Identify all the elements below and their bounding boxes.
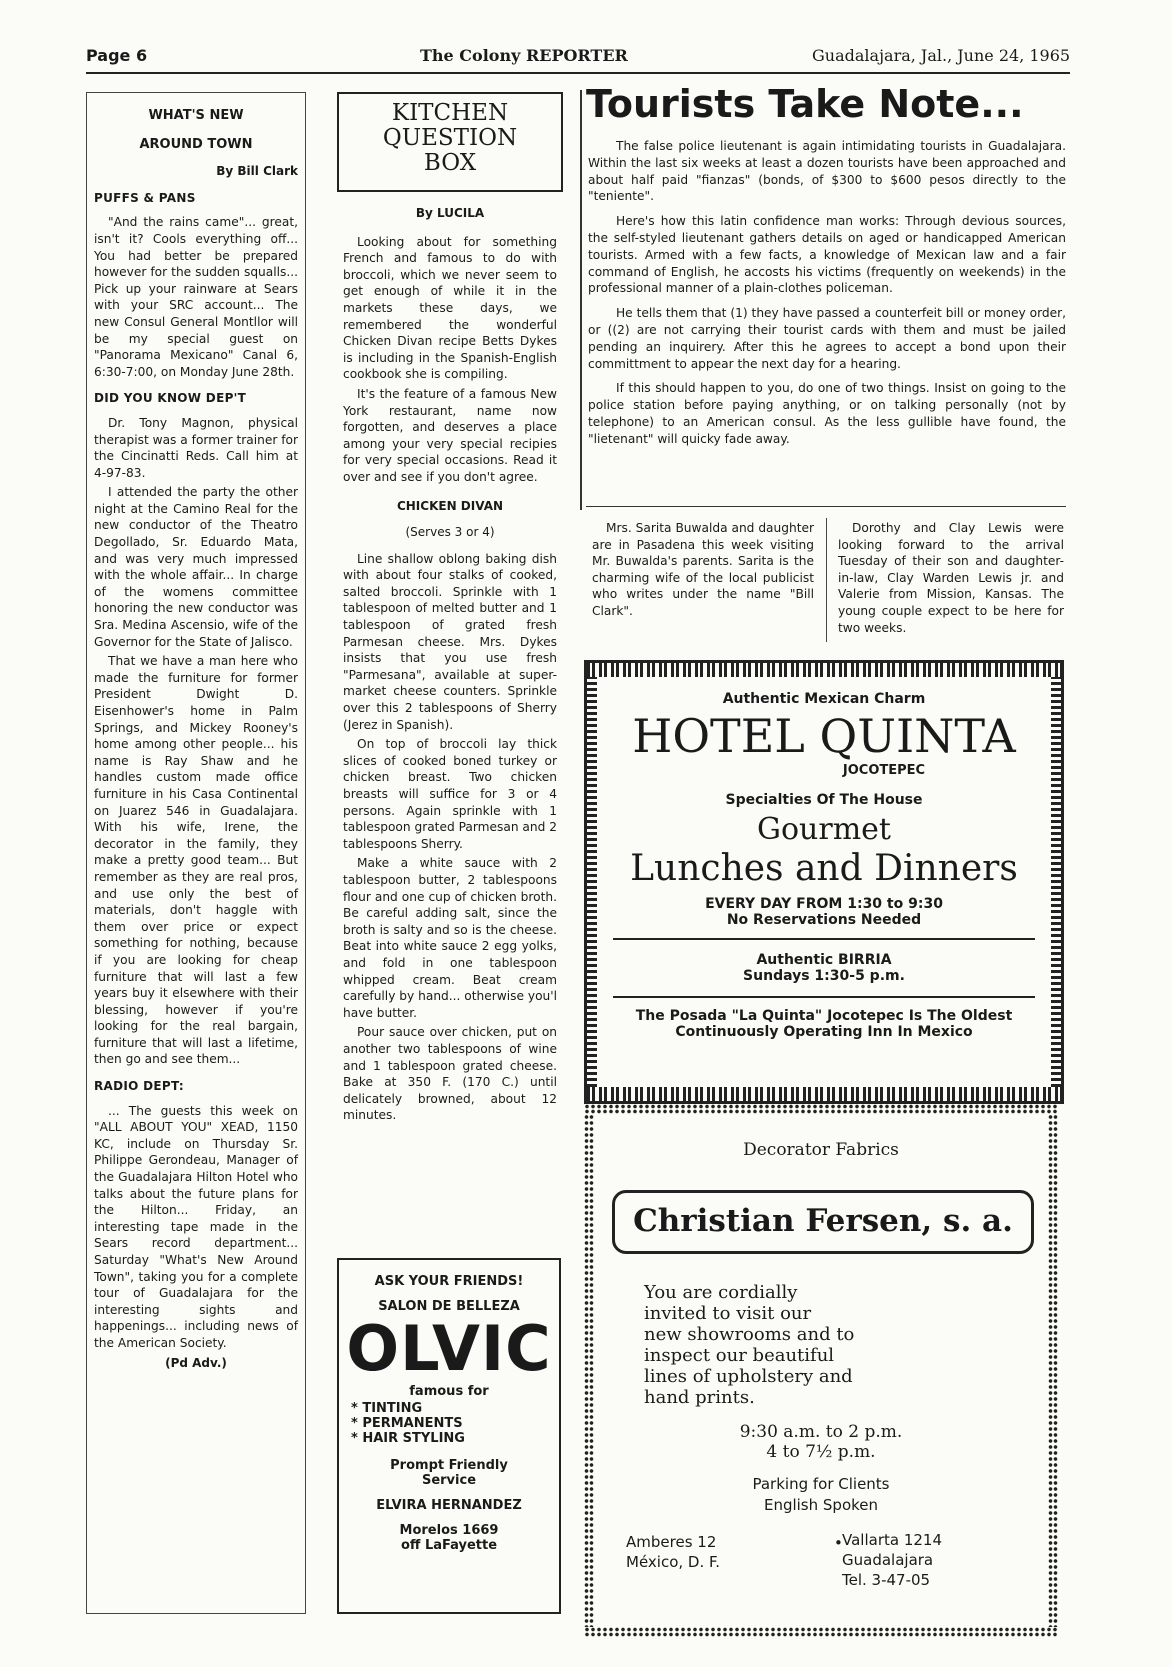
ad-line: off LaFayette: [400, 1538, 498, 1553]
ad-line: Parking for Clients: [752, 1475, 890, 1493]
service-item: * HAIR STYLING: [351, 1431, 465, 1446]
ad-line: JOCOTEPEC: [842, 763, 926, 778]
invitation: [644, 1282, 854, 1408]
hours: [584, 1422, 1058, 1462]
column-title-line1: WHAT'S NEW: [148, 108, 244, 123]
ad-line: famous for: [409, 1384, 489, 1399]
whats-new-column: [94, 108, 298, 1371]
byline: By Bill Clark: [216, 164, 298, 179]
paragraph: Line shallow oblong baking dish with about four stalks of cooked, salted broccoli. Sprinkle with 1 tablespoon of melted butter and 1 tablespoon of grated fresh Parmesan cheese. Mrs. Dykes insists that you use fresh "Parmesana", available at super-market cheese counters. Sprinkle over this 2 tablespoons of Sherry (Jerez in Spanish).: [343, 551, 557, 732]
box-title-line3: BOX: [423, 150, 477, 176]
fersen-name-frame: [612, 1190, 1034, 1254]
christian-fersen-ad: [584, 1104, 1058, 1637]
ad-rule: [613, 938, 1035, 940]
ad-line: English Spoken: [763, 1496, 879, 1514]
ornament-border: [1051, 677, 1061, 1087]
ad-line: Guadalajara: [842, 1551, 934, 1569]
paragraph: That we have a man here who made the furniture for former President Dwight D. Eisenhower's home in Palm Springs, and Mickey Rooney's home among other people... his name is Ray Shaw and he handles custom made office furniture in his Casa Continental on Juarez 546 in Guadalajara. With his wife, Irene, the decorator in the family, they make a pretty good team... But remember as they are real pros, and use only the best of materials, don't haggle with them over price or expect something for nothing, because if you are looking for cheap furniture that will last a few years buy it elsewhere with their blessing, however if you're looking for the real bargain, furniture that will last a lifetime, then go and see them...: [94, 654, 298, 1067]
kitchen-box-title: [337, 92, 563, 192]
newspaper-name: The Colony REPORTER: [420, 46, 628, 65]
ad-line: new showrooms and to: [644, 1324, 855, 1345]
dotted-border: [584, 1114, 594, 1627]
recipe-serves: (Serves 3 or 4): [405, 525, 495, 540]
ad-line: You are cordially: [644, 1282, 798, 1303]
service-item: * PERMANENTS: [351, 1416, 463, 1431]
paragraph: Here's how this latin confidence man works: Through devious sources, the self-styled lieutenant gathers details on aged or handicapped American tourists. Armed with a few facts, a knowledge of Mexican law and a fair command of English, he accosts his victims (frequently on weekends) in the professional manner of a plain-clothes policeman.: [588, 214, 1066, 296]
ad-line: Tel. 3-47-05: [842, 1571, 931, 1589]
ad-lunches: Lunches and Dinners: [630, 848, 1018, 889]
paragraph: The false police lieutenant is again intimidating tourists in Guadalajara. Within the last six weeks at least a dozen tourists have been approached and about half paid "fianzas" (bonds, of $300 to $600 pesos directly to the "teniente".: [588, 139, 1066, 204]
fersen-name: Christian Fersen, s. a.: [633, 1203, 1013, 1239]
ad-line: No Reservations Needed: [726, 912, 922, 928]
ad-line: Authentic Mexican Charm: [722, 691, 926, 707]
ad-line: México, D. F.: [626, 1553, 720, 1571]
address-guadalajara: [842, 1530, 942, 1590]
paragraph: Dorothy and Clay Lewis were looking forward to the arrival Tuesday of their son and daughter-in-law, Clay Warden Lewis jr. and Valerie from Mission, Kansas. The young couple expect to be here for two weeks.: [838, 521, 1064, 635]
page-number: Page 6: [86, 46, 148, 65]
paragraph: It's the feature of a famous New York restaurant, name now forgotten, and deserves a place among your very special recipies for very special occasions. Read it over and see if you don't agree.: [343, 386, 557, 484]
hotel-name: HOTEL QUINTA: [632, 709, 1016, 763]
ornament-border: [587, 677, 597, 1087]
box-title-line1: KITCHEN: [391, 100, 509, 126]
parking-info: [584, 1474, 1058, 1516]
ad-line: Prompt Friendly: [390, 1458, 508, 1473]
olvic-brand: OLVIC: [346, 1312, 552, 1385]
recipe-title: CHICKEN DIVAN: [396, 498, 504, 513]
social-note: [838, 520, 1064, 639]
ornament-border: [587, 1087, 1061, 1101]
hotel-quinta-ad: [584, 660, 1064, 1104]
ad-line: SALON DE BELLEZA: [378, 1299, 520, 1314]
ad-line: EVERY DAY FROM 1:30 to 9:30: [705, 896, 943, 912]
dotted-border: [1048, 1114, 1058, 1627]
section-heading-radio: RADIO DEPT:: [94, 1079, 184, 1094]
ad-rule: [613, 996, 1035, 998]
ad-line: Continuously Operating Inn In Mexico: [675, 1024, 973, 1040]
ad-line: ELVIRA HERNANDEZ: [376, 1498, 522, 1513]
dotted-border: [584, 1104, 1058, 1114]
paragraph: Mrs. Sarita Buwalda and daughter are in Pasadena this week visiting Mr. Buwalda's parents. Sarita is the charming wife of the local publicist who writes under the name "Bill Clark".: [592, 521, 814, 618]
paragraph: Looking about for something French and famous to do with broccoli, which we never seem to get enough of while it in the markets these days, we remembered the wonderful Chicken Divan recipe Betts Dykes is including in the Spanish-English cookbook she is compiling.: [343, 234, 557, 382]
ad-line: ASK YOUR FRIENDS!: [374, 1274, 524, 1289]
ad-line: 4 to 7½ p.m.: [766, 1442, 876, 1462]
address-mexico: [626, 1532, 720, 1572]
section-heading-puffs: PUFFS & PANS: [94, 190, 196, 205]
header-rule: [86, 72, 1070, 74]
article-rule: [586, 506, 1066, 507]
service-item: * TINTING: [351, 1401, 423, 1416]
ad-line: invited to visit our: [644, 1303, 812, 1324]
paragraph: He tells them that (1) they have passed a counterfeit bill or money order, or ((2) are not carrying their tourist cards with them and must be jailed pending an inquirery. After this he agrees to accept a bond upon their committment to appear the next day for a hearing.: [588, 306, 1066, 371]
ad-line: Sundays 1:30-5 p.m.: [743, 968, 905, 984]
ad-line: Authentic BIRRIA: [756, 952, 892, 968]
paid-advertisement: (Pd Adv.): [165, 1355, 227, 1370]
column-title-line2: AROUND TOWN: [139, 136, 253, 152]
tourists-article: [588, 138, 1066, 456]
ad-line: inspect our beautiful: [644, 1345, 835, 1366]
paragraph: On top of broccoli lay thick slices of cooked boned turkey or chicken breast. Two chicken breasts will suffice for 3 or 4 persons. Again sprinkle with 1 tablespoon grated Parmesan and 2 tablespoons Sherry.: [343, 737, 557, 851]
ad-line: lines of upholstery and: [644, 1366, 853, 1387]
ad-line: The Posada "La Quinta" Jocotepec Is The Oldest: [635, 1008, 1013, 1024]
paragraph: Dr. Tony Magnon, physical therapist was a former trainer for the Cincinatti Reds. Call him at 4-97-83.: [94, 415, 298, 480]
ad-line: Morelos 1669: [399, 1523, 499, 1538]
kitchen-column: [343, 205, 557, 1127]
byline: By LUCILA: [415, 206, 485, 220]
notes-divider: [826, 518, 827, 642]
headline-tourists: Tourists Take Note...: [586, 82, 1024, 126]
ad-line: Specialties Of The House: [725, 792, 923, 808]
ad-line: Service: [421, 1473, 477, 1488]
olvic-ad: [337, 1258, 561, 1614]
column-rule: [580, 90, 582, 510]
social-note: [592, 520, 814, 623]
paragraph: Pour sauce over chicken, put on another two tablespoons of wine and 1 tablespoon grated cheese. Bake at 350 F. (170 C.) until delicately browned, about 12 minutes.: [343, 1025, 557, 1123]
section-heading-did-you-know: DID YOU KNOW DEP'T: [94, 391, 247, 406]
paragraph: If this should happen to you, do one of two things. Insist on going to the police station before paying anything, or on talking personally (not by telephone) to an American consul. As the less gullible have found, the "lietenant" will quicky fade away.: [588, 381, 1066, 446]
paragraph: I attended the party the other night at the Camino Real for the new conductor of the Theatro Degollado, Sr. Eduardo Mata, and was very much impressed with the whole affair... In charge of the womens committee honoring the new conductor was Sra. Medina Ascensio, wife of the Governor for the State of Jalisco.: [94, 485, 298, 649]
ad-line: Amberes 12: [626, 1533, 717, 1551]
paragraph: Make a white sauce with 2 tablespoon butter, 2 tablespoons flour and one cup of chicken broth. Be careful adding salt, since the broth is salty and so is the cheese. Beat into white sauce 2 egg yolks, and fold in one tablespoon whipped cream. Beat cream carefully by hand... otherwise you'l have butter.: [343, 856, 557, 1020]
ornament-border: [587, 663, 1061, 677]
ad-line: Decorator Fabrics: [743, 1140, 899, 1160]
ad-line: Vallarta 1214: [842, 1531, 942, 1549]
paragraph: "And the rains came"... great, isn't it? Cools everything off... You had better be prepared however for the sudden squalls... Pick up your rainware at Sears with your SRC account... The new Consul General Montllor will be my special guest on "Panorama Mexicano" Canal 6, 6:30-7:00, on Monday June 28th.: [94, 215, 298, 379]
dateline: Guadalajara, Jal., June 24, 1965: [812, 46, 1071, 65]
paragraph: ... The guests this week on "ALL ABOUT YOU" XEAD, 1150 KC, include on Thursday Sr. Philippe Gerondeau, Manager of the Guadalajara Hilton Hotel who talks about the future plans for the Hilton... Friday, an interesting tape made in the Sears record department... Saturday "What's New Around Town", taking you for a complete tour of Guadalajara for the interesting sights and happenings... including news of the American Society.: [94, 1103, 298, 1350]
bullet: •: [834, 1534, 843, 1552]
dotted-border: [584, 1627, 1058, 1637]
box-title-line2: QUESTION: [382, 125, 518, 151]
ad-line: hand prints.: [644, 1387, 755, 1408]
ad-gourmet: Gourmet: [757, 812, 891, 847]
ad-line: 9:30 a.m. to 2 p.m.: [739, 1422, 903, 1442]
